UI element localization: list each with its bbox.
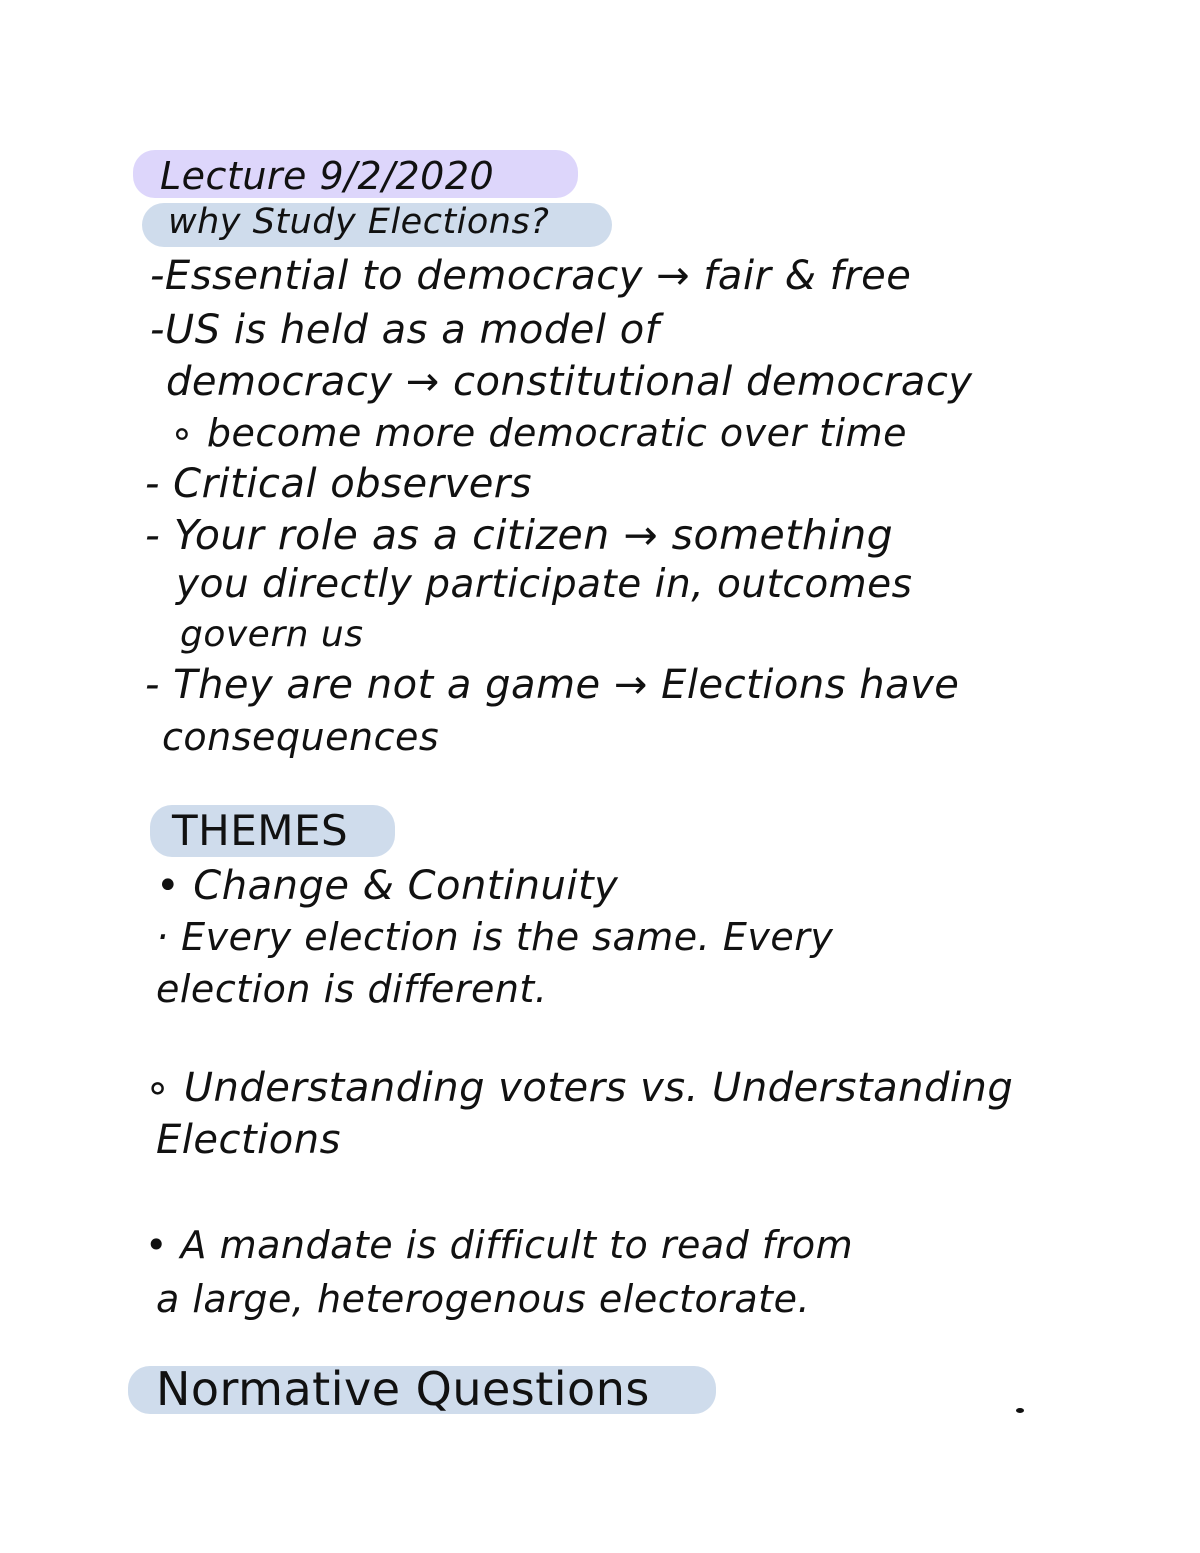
note-line-participate: you directly participate in, outcomes [176, 562, 913, 607]
lecture-date: Lecture 9/2/2020 [160, 154, 495, 198]
theme-electorate: a large, heterogenous electorate. [156, 1277, 811, 1321]
theme-election-different: election is different. [156, 967, 548, 1011]
note-line-constitutional: democracy → constitutional democracy [166, 359, 973, 405]
themes-heading: THEMES [172, 806, 349, 855]
stray-ink-dot [1016, 1408, 1024, 1413]
note-line-govern-us: govern us [180, 614, 364, 655]
note-line-consequences: consequences [162, 715, 440, 759]
theme-change-continuity: • Change & Continuity [156, 863, 619, 909]
normative-heading: Normative Questions [156, 1362, 650, 1416]
theme-elections: Elections [156, 1117, 341, 1163]
note-line-citizen-role: - Your role as a citizen → something [145, 511, 894, 559]
note-line-more-democratic: ∘ become more democratic over time [170, 411, 907, 455]
question-heading: why Study Elections? [168, 202, 550, 242]
note-line-essential: -Essential to democracy → fair & free [150, 253, 912, 299]
note-line-critical-observers: - Critical observers [145, 461, 533, 507]
theme-understanding-voters: ∘ Understanding voters vs. Understanding [145, 1065, 1014, 1111]
theme-mandate-line: • A mandate is difficult to read from [145, 1223, 854, 1267]
theme-every-election: · Every election is the same. Every [156, 915, 834, 959]
note-line-not-a-game: - They are not a game → Elections have [145, 662, 960, 708]
note-line-us-model: -US is held as a model of [150, 307, 660, 353]
